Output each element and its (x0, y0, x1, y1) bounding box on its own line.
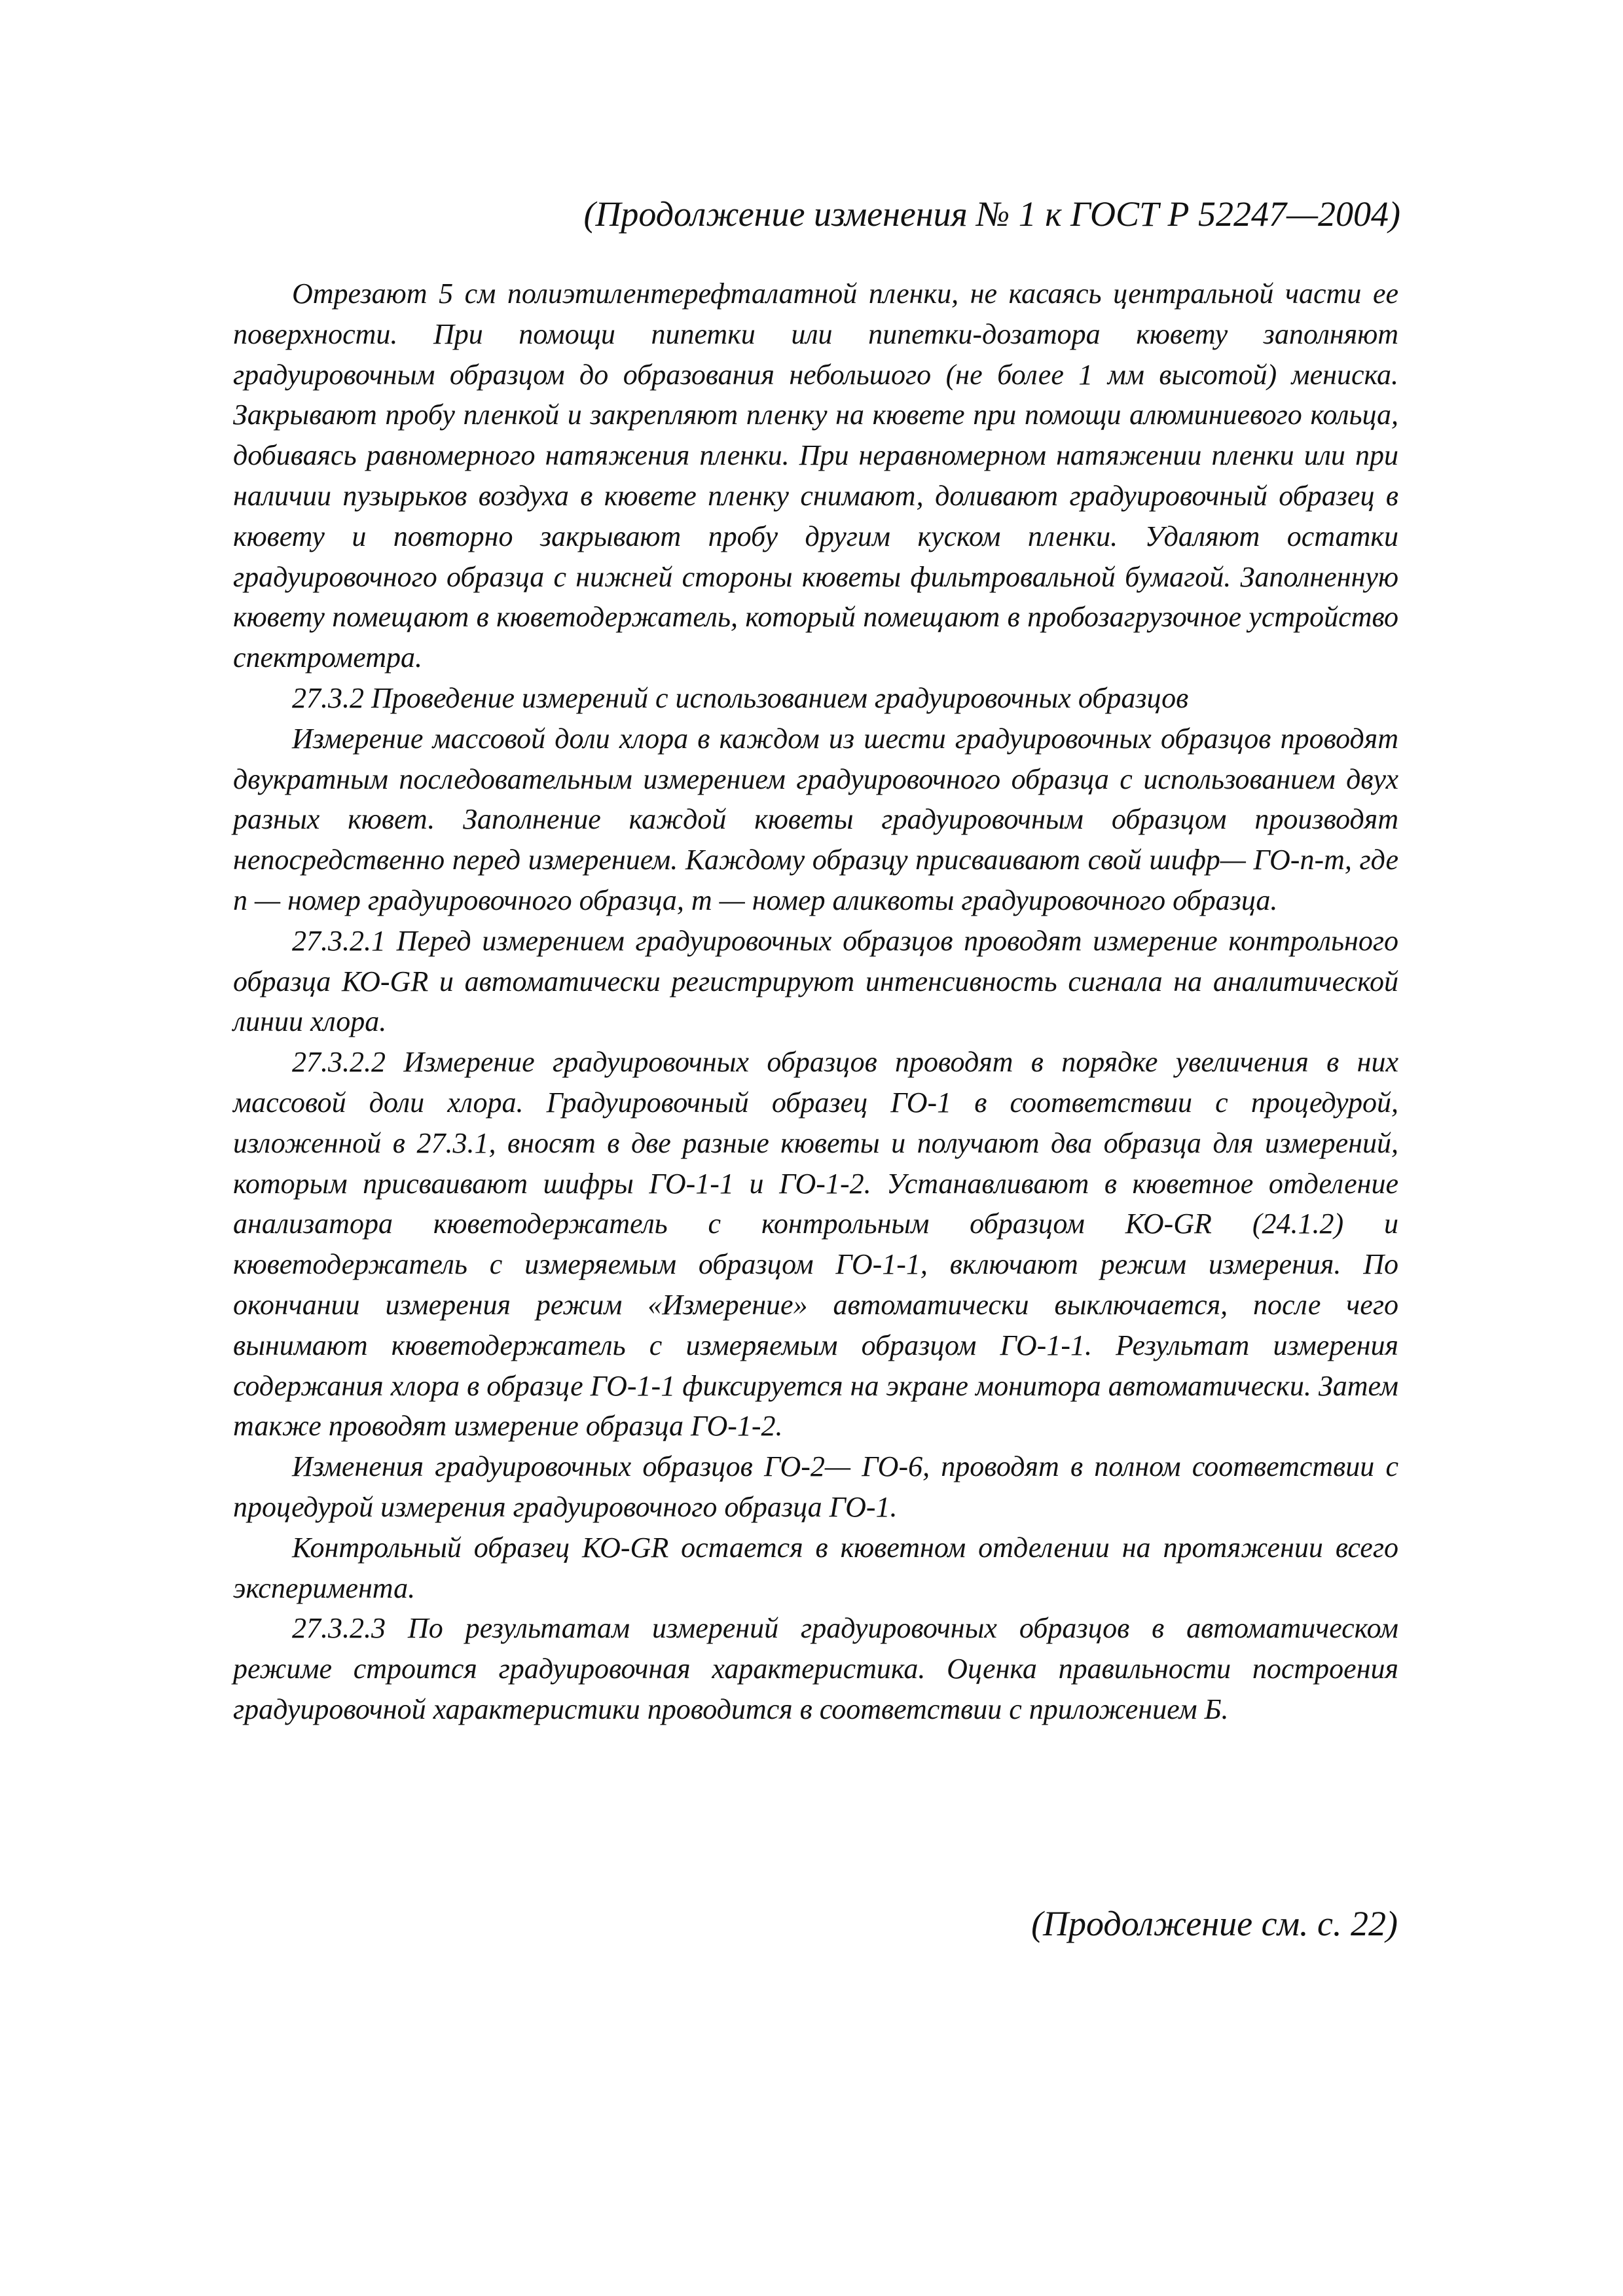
paragraph-cuvette-preparation: Отрезают 5 см полиэтилентерефталатной пленки, не касаясь центральной части ее поверхности. При помощи пипетки или пипетки-дозатора кювету заполняют градуировочным образцом до образования небольшого (не более 1 мм высотой) мениска. Закрывают пробу пленкой и закрепляют пленку на кювете при помощи алюминиевого кольца, добиваясь равномерного натяжения пленки. При неравномерном натяжении пленки или при наличии пузырьков воздуха в кювете пленку снимают, доливают градуировочный образец в кювету и повторно закрывают пробу другим куском пленки. Удаляют остатки градуировочного образца с нижней стороны кюветы фильтровальной бумагой. Заполненную кювету помещают в кюветодержатель, который помещают в пробозагрузочное устройство спектрометра. (233, 278, 1398, 674)
section-heading-27-3-2: 27.3.2 Проведение измерений с использованием градуировочных образцов (292, 681, 1189, 714)
paragraph-control-sample: Контрольный образец КО-GR остается в кюветном отделении на протяжении всего эксперимента. (233, 1531, 1398, 1604)
paragraph-27-3-2-3: 27.3.2.3 По результатам измерений градуировочных образцов в автоматическом режиме строится градуировочная характеристика. Оценка правильности построения градуировочной характеристики проводится в соответствии с приложением Б. (233, 1612, 1398, 1725)
paragraph-27-3-2-2: 27.3.2.2 Измерение градуировочных образцов проводят в порядке увеличения в них массовой доли хлора. Градуировочный образец ГО-1 в соответствии с процедурой, изложенной в 27.3.1, вносят в две разные кюветы и получают два образца для измерений, которым присваивают шифры ГО-1-1 и ГО-1-2. Устанавливают в кюветное отделение анализатора кюветодержатель с контрольным образцом КО-GR (24.1.2) и кюветодержатель с измеряемым образцом ГО-1-1, включают режим измерения. По окончании измерения режим «Измерение» автоматически выключается, после чего вынимают кюветодержатель с измеряемым образцом ГО-1-1. Результат измерения содержания хлора в образце ГО-1-1 фиксируется на экране монитора автоматически. Затем также проводят измерение образца ГО-1-2. (233, 1046, 1398, 1443)
paragraph-samples-go2-go6: Изменения градуировочных образцов ГО-2— ГО-6, проводят в полном соответствии с процедурой измерения градуировочного образца ГО-1. (233, 1450, 1398, 1523)
paragraph-measurement-method: Измерение массовой доли хлора в каждом из шести градуировочных образцов проводят двукратным последовательным измерением градуировочного образца с использованием двух разных кювет. Заполнение каждой кюветы градуировочным образцом производят непосредственно перед измерением. Каждому образцу присваивают свой шифр— ГО-n-m, где n — номер градуировочного образца, m — номер аликвоты градуировочного образца. (233, 722, 1398, 916)
continuation-note: (Продолжение см. с. 22) (1031, 1904, 1398, 1943)
body-text (233, 274, 1398, 1730)
paragraph-27-3-2-1: 27.3.2.1 Перед измерением градуировочных образцов проводят измерение контрольного образца КО-GR и автоматически регистрируют интенсивность сигнала на аналитической линии хлора. (233, 924, 1398, 1038)
running-title: (Продолжение изменения № 1 к ГОСТ Р 52247—2004) (583, 194, 1400, 234)
